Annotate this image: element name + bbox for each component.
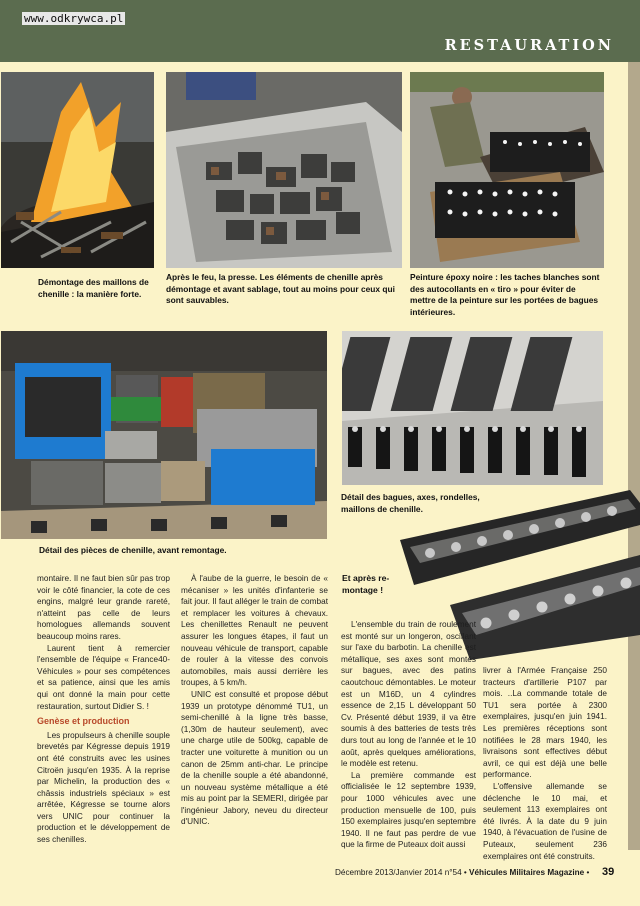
caption-press: Après le feu, la presse. Les éléments de chenille après démontage et avant sablage, tout au moins pour ceux qui sont sauvables. (166, 272, 395, 306)
col4-paragraph-1: livrer à l'Armée Française 250 tracteurs d'artillerie P107 par mois. ..La commande totale de TU1 sera portée à 2300 exemplaires, jusqu'en juin 1941. Les premières réceptions sont notifiées le 28 mars 1940, les livraisons sont effectives début avril, ce qui est déjà une belle performance. (483, 666, 607, 780)
col3-paragraph-1: L'ensemble du train de roulement est monté sur un longeron, oscillant sur l'axe du barbotin. La chenille est métallique, ses axes sont montés sur bagues, avec des patins caoutchouc démontables. Le moteur est un M16D, un 4 cylindres essence de 2,15 L développant 50 Cv. Présenté début 1939, il va être soumis à des batteries de tests très durs tout au long de l'année et le 10 août, après quelques améliorations, le modèle est retenu. (341, 620, 476, 769)
footer (335, 868, 589, 877)
caption-rings: Détail des bagues, axes, rondelles, maillons de chenille. (341, 492, 480, 514)
col1-paragraph-2: Laurent tient à remercier l'ensemble de l'équipe « France40-Véhicules » pour ses compétences et sa patience, ainsi que les amis qui ont donné la main pour cette restauration, surtout Didier S. ! (37, 643, 170, 711)
caption-paint: Peinture époxy noire : les taches blanches sont des autocollants en « tiro » pour éviter de mettre de la peinture sur les portées de bagues intérieures. (410, 272, 600, 317)
page-number: 39 (602, 866, 615, 878)
photo-fire (1, 72, 154, 268)
side-stripe (628, 62, 640, 850)
footer-magazine: Véhicules Militaires Magazine (469, 868, 585, 877)
article-heading: Et après re- montage ! (342, 573, 390, 595)
col2-paragraph-2: UNIC est consulté et propose début 1939 un prototype dénommé TU1, un semi-chenillé à la ligne très basse, (1,30m de hauteur seulement), avec une charge utile de 500kg, capable de tracter une voiturette à munition ou un canon de 25mm anti-char. Le principe de la chenille souple a été abandonné, un nouveau système métallique a été mis au point par la SEMERI, dirigée par l'ingénieur Jabory, neveu du directeur d'UNIC. (181, 689, 328, 827)
section-title: RESTAURATION (444, 37, 614, 54)
header-band (0, 0, 640, 62)
caption-fire: Démontage des maillons de chenille : la manière forte. (38, 277, 149, 299)
column-2 (181, 573, 328, 828)
column-1 (37, 573, 170, 846)
caption-parts: Détail des pièces de chenille, avant remontage. (39, 545, 227, 555)
photo-rings (342, 331, 603, 485)
photo-press (166, 72, 402, 268)
footer-issue: Décembre 2013/Janvier 2014 n°54 • (335, 868, 470, 877)
col1-paragraph-1: montaire. Il ne faut bien sûr pas trop voir le côté financier, la cote de ces engins, malgré leur grande rareté, n'atteint pas celle de leurs homologues allemands souvent beaucoup moins rares. (37, 574, 170, 641)
subheading-genese: Genèse et production (37, 716, 130, 727)
column-3 (341, 619, 476, 851)
footer-separator: • (584, 868, 590, 877)
photo-paint (410, 72, 604, 268)
col3-paragraph-2: La première commande est officialisée le 12 septembre 1939, pour 1000 véhicules avec une production mensuelle de 100, puis 150 exemplaires jusqu'en septembre 1940. Il ne faut pas perdre de vue que la firme de Puteaux doit aussi (341, 770, 476, 850)
photo-parts (1, 331, 327, 539)
col4-paragraph-2: L'offensive allemande se déclenche le 10 mai, et seulement 113 exemplaires ont été livrés. À la date du 9 juin 1940, à l'évacuation de l'usine de Puteaux, seulement 236 exemplaires ont été construits. (483, 781, 607, 861)
watermark: www.odkrywca.pl (24, 12, 124, 25)
col1-paragraph-3: Les propulseurs à chenille souple brevetés par Kégresse depuis 1919 ont été construits avec les usines Citroën jusqu'en 1935. À la reprise par Michelin, la production des « châssis industriels spéciaux » est arrêtée, Kégresse se tourne alors vers UNIC pour continuer la production et le développement de ses chenilles. (37, 730, 170, 845)
col2-paragraph-1: À l'aube de la guerre, le besoin de « mécaniser » les unités d'infanterie se fait jour. Il faut alléger le train de combat et remplacer les voitures à chevaux. Les chenillettes Renault ne peuvent assurer les longues étapes, il faut un nouveau véhicule de transport, capable de rouler à la vitesse des convois automobiles, mais aussi derrière les troupes, à 5 km/h. (181, 574, 328, 688)
column-4 (483, 665, 607, 862)
